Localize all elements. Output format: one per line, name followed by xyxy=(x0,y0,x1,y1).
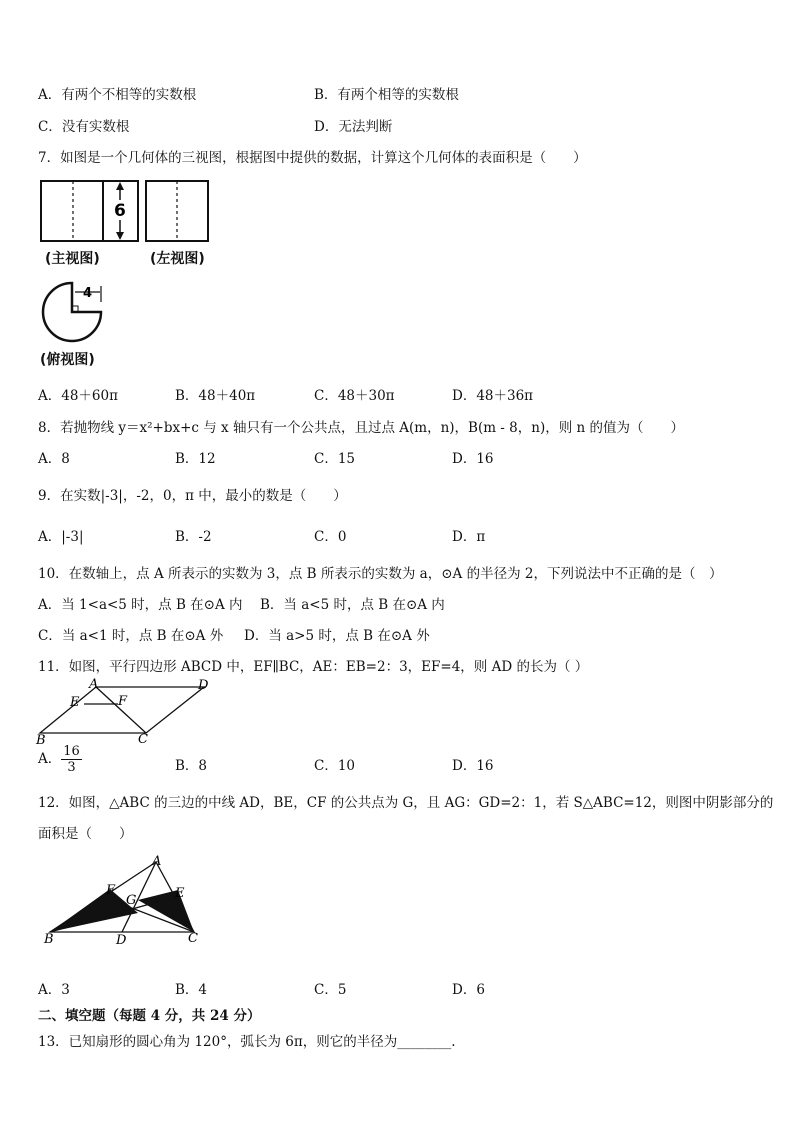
q7-option-a: A．48＋60π xyxy=(38,388,118,404)
q12-question-line1: 12．如图，△ABC 的三边的中线 AD，BE，CF 的公共点为 G，且 AG：GD=2：1，若 S△ABC=12，则图中阴影部分的 xyxy=(38,795,774,811)
q11-question: 11．如图，平行四边形 ABCD 中，EF∥BC，AE：EB=2：3，EF=4，则 AD 的长为（ ） xyxy=(38,659,589,675)
height-value: 6 xyxy=(114,201,126,221)
label-f: F xyxy=(118,694,128,709)
label-a: A xyxy=(152,854,162,869)
q12-question-line2: 面积是（ ） xyxy=(38,826,133,842)
q8-question: 8．若抛物线 y＝x²+bx+c 与 x 轴只有一个公共点，且过点 A(m，n)，B(m - 8，n)，则 n 的值为（ ） xyxy=(38,420,684,436)
q9-option-c: C．0 xyxy=(314,529,347,545)
q7-option-d: D．48＋36π xyxy=(452,388,534,404)
q6-option-d: D．无法判断 xyxy=(314,119,393,135)
q6-option-b: B．有两个相等的实数根 xyxy=(314,87,459,103)
q12-option-a: A．3 xyxy=(38,982,70,998)
q8-option-a: A．8 xyxy=(38,451,70,467)
q12-option-b: B．4 xyxy=(175,982,208,998)
q11-option-c: C．10 xyxy=(314,758,356,774)
q6-option-a: A．有两个不相等的实数根 xyxy=(38,87,197,103)
label-d: D xyxy=(116,933,127,948)
q13-question: 13．已知扇形的圆心角为 120°，弧长为 6π，则它的半径为________. xyxy=(38,1034,456,1050)
front-view-caption: (主视图) xyxy=(45,251,100,267)
q8-option-b: B．12 xyxy=(175,451,216,467)
arrow-up-icon xyxy=(116,182,124,190)
q11-parallelogram-figure xyxy=(34,677,214,747)
label-a: A xyxy=(89,677,99,692)
q11-option-a: A． $\frac{16}{3}$ xyxy=(38,744,80,775)
label-f: F xyxy=(106,883,116,898)
side-view-caption: (左视图) xyxy=(150,251,205,267)
label-d: D xyxy=(198,678,209,693)
q8-option-c: C．15 xyxy=(314,451,356,467)
q10-option-b: B．当 a<5 时，点 B 在⊙A 内 xyxy=(260,597,445,613)
label-e: E xyxy=(70,695,80,710)
q10-option-a: A．当 1<a<5 时，点 B 在⊙A 内 xyxy=(38,597,243,613)
q9-option-a: A．|-3| xyxy=(38,529,84,545)
q6-option-c: C．没有实数根 xyxy=(38,119,130,135)
q7-question: 7．如图是一个几何体的三视图，根据图中提供的数据，计算这个几何体的表面积是（ ） xyxy=(38,150,587,166)
label-e: E xyxy=(175,886,185,901)
q11-option-a-denominator: 3 xyxy=(67,760,76,775)
radius-value: 4 xyxy=(83,286,93,301)
q7-top-view xyxy=(38,278,108,348)
q12-option-c: C．5 xyxy=(314,982,347,998)
q7-option-b: B．48＋40π xyxy=(175,388,256,404)
q10-option-c: C．当 a<1 时，点 B 在⊙A 外 xyxy=(38,628,224,644)
q12-option-d: D．6 xyxy=(452,982,485,998)
top-view-caption: (俯视图) xyxy=(40,352,95,368)
q11-option-a-numerator: 16 xyxy=(63,744,80,759)
q9-option-b: B．-2 xyxy=(175,529,212,545)
arrow-down-icon xyxy=(116,232,124,240)
q9-option-d: D．π xyxy=(452,529,486,545)
section-title: 二、填空题（每题 4 分，共 24 分） xyxy=(38,1008,261,1024)
label-b: B xyxy=(44,932,54,947)
q7-option-c: C．48＋30π xyxy=(314,388,395,404)
q9-question: 9．在实数|-3|，-2，0，π 中，最小的数是（ ） xyxy=(38,488,347,504)
q11-option-d: D．16 xyxy=(452,758,494,774)
label-g: G xyxy=(126,893,137,908)
q10-option-d: D．当 a>5 时，点 B 在⊙A 外 xyxy=(244,628,430,644)
q8-option-d: D．16 xyxy=(452,451,494,467)
label-c: C xyxy=(138,732,148,747)
q10-question: 10．在数轴上，点 A 所表示的实数为 3，点 B 所表示的实数为 a，⊙A 的半径为 2，下列说法中不正确的是（ ） xyxy=(38,566,723,582)
q12-triangle-figure xyxy=(38,852,213,952)
q11-option-b: B．8 xyxy=(175,758,208,774)
label-b: B xyxy=(36,733,46,747)
label-c: C xyxy=(188,931,198,946)
shaded-triangle-right xyxy=(138,890,194,932)
